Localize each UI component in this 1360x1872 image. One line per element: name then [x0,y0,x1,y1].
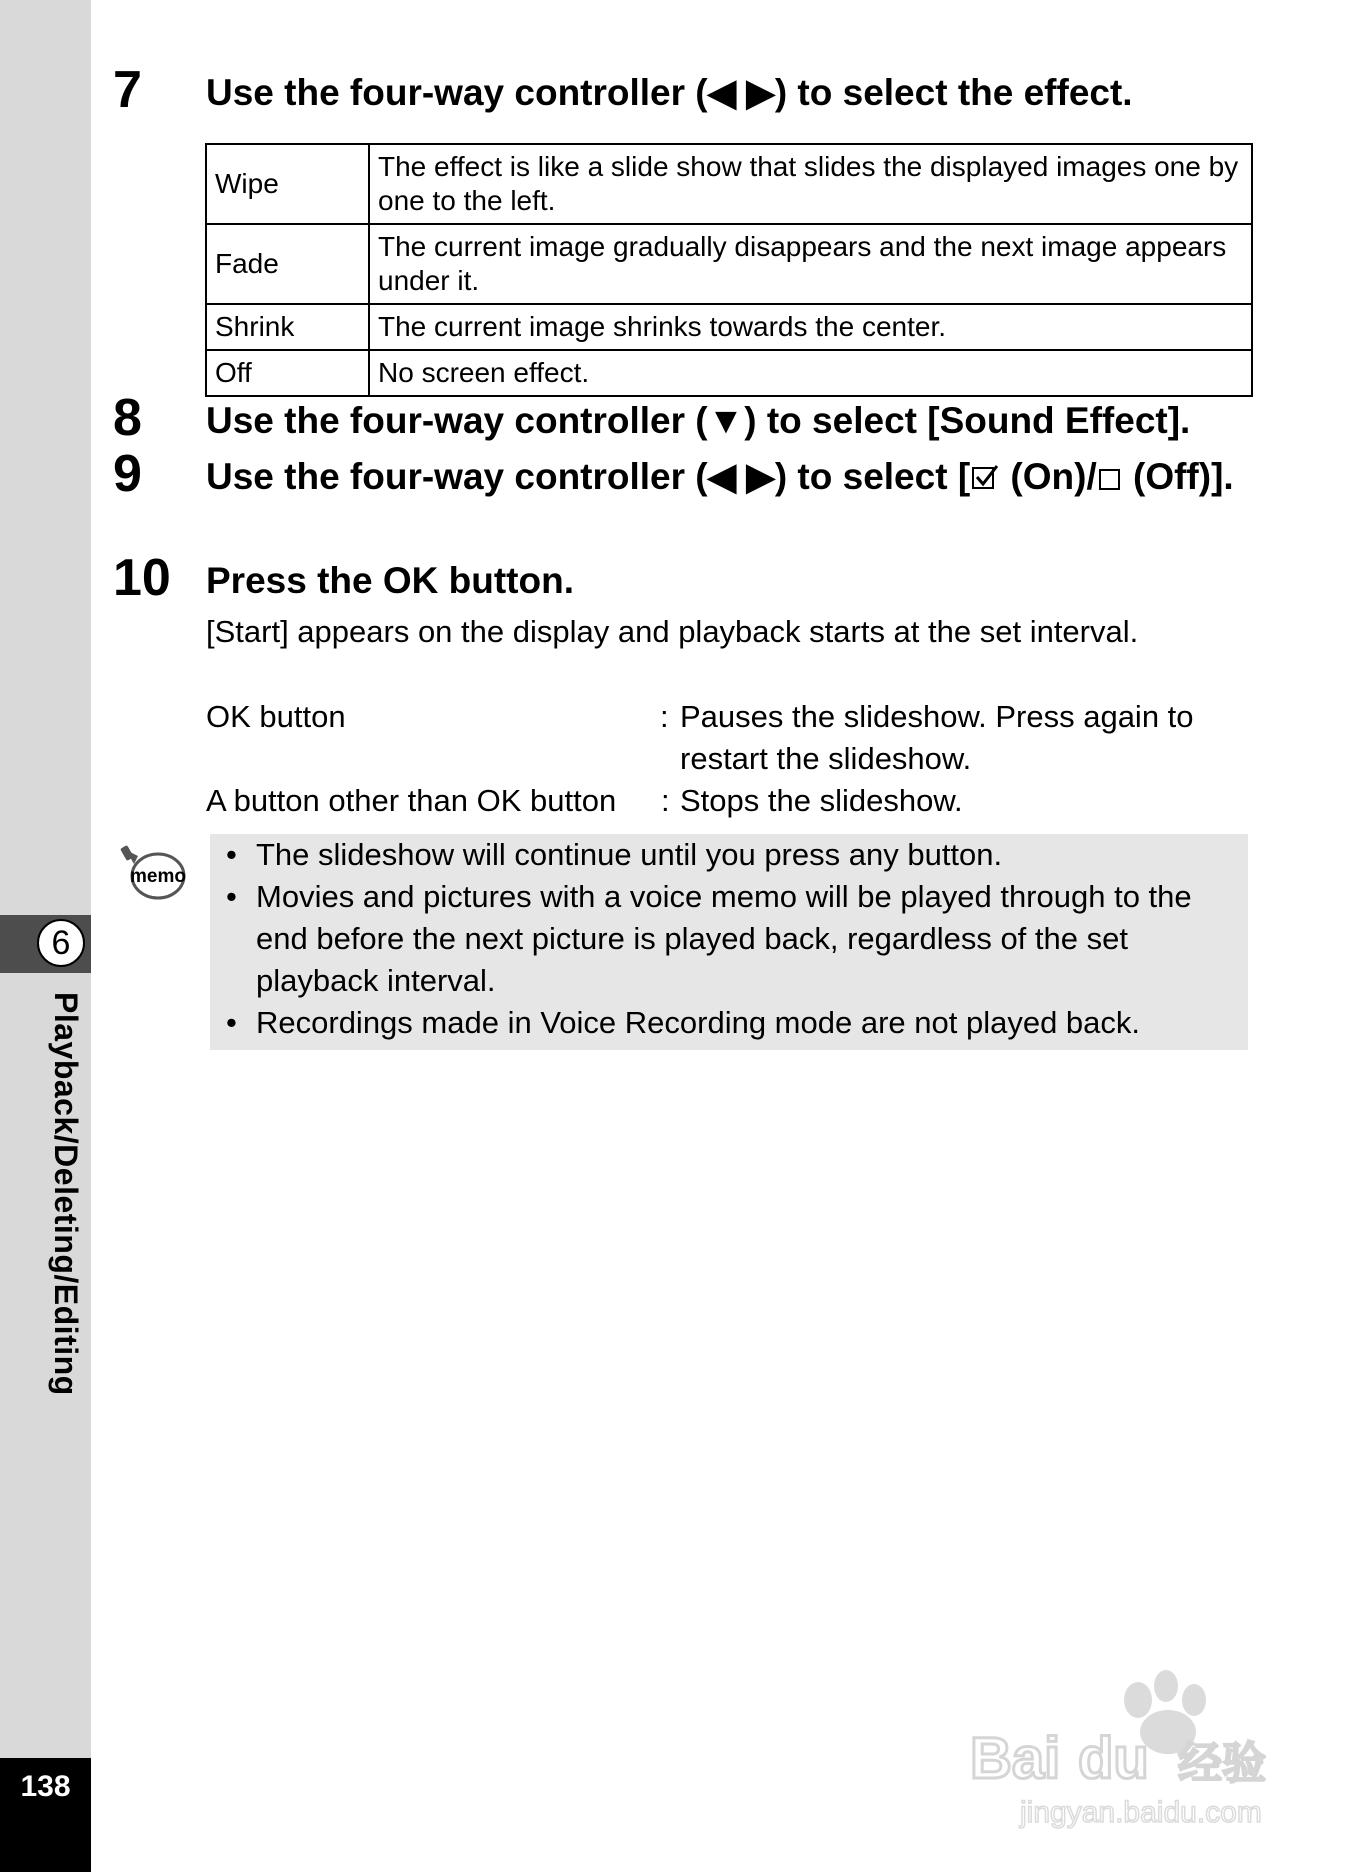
page-number: 138 [20,1770,71,1803]
step-heading-part: (Off)]. [1122,456,1234,497]
svg-text:经验: 经验 [1178,1738,1266,1789]
step-heading [206,452,1236,502]
step-number: 9 [113,445,142,503]
button-list-item [206,696,1246,780]
effect-name: Fade [206,224,369,304]
effect-description: The current image gradually disappears and the next image appears under it. [369,224,1252,304]
step-heading: Use the four-way controller (◀ ▶) to select the effect. [206,72,1133,113]
effect-name: Off [206,350,369,396]
svg-text:jingyan.baidu.com: jingyan.baidu.com [1020,1796,1262,1829]
separator-colon: : [660,699,669,734]
step-heading: Press the OK button. [206,560,574,601]
step-number: 10 [113,549,171,607]
chapter-title: Playback/Deleting/Editing [48,992,84,1396]
step-number: 8 [113,389,142,447]
memo-item-text: Movies and pictures with a voice memo will be played through to the end before the next picture is played back, regardless of the set playback interval. [256,879,1192,998]
memo-item: • Recordings made in Voice Recording mode are not played back. [226,1005,1141,1040]
memo-icon [120,842,186,902]
baidu-watermark-logo [960,1660,1290,1830]
step-number: 7 [113,61,142,119]
button-name: OK button [206,699,346,734]
svg-text:du: du [1078,1726,1149,1791]
effect-description: No screen effect. [369,350,1252,396]
memo-list [226,834,1246,1044]
checkbox-checked-icon [970,455,1000,485]
checkbox-empty-icon [1097,455,1123,485]
effects-table [205,143,1253,397]
step-description: [Start] appears on the display and playback starts at the set interval. [206,614,1139,649]
memo-item: • Movies and pictures with a voice memo will be played through to the end before the next picture is played back, regardless of the set playback interval. [226,879,1192,998]
table-row [206,350,1252,396]
effect-name: Wipe [206,144,369,224]
memo-item-text: The slideshow will continue until you press any button. [256,837,1003,872]
separator-colon: : [661,783,670,818]
button-name: A button other than OK button [206,783,617,818]
effect-name: Shrink [206,304,369,350]
effect-description: The effect is like a slide show that slides the displayed images one by one to the left. [369,144,1252,224]
svg-text:Bai: Bai [970,1726,1061,1791]
effect-description: The current image shrinks towards the center. [369,304,1252,350]
button-action: Pauses the slideshow. Press again to restart the slideshow. [680,699,1194,776]
table-row [206,144,1252,224]
step-heading-part: (On)/ [1000,456,1097,497]
button-action: Stops the slideshow. [680,783,963,818]
memo-item: • The slideshow will continue until you press any button. [226,837,1003,872]
memo-item-text: Recordings made in Voice Recording mode are not played back. [256,1005,1141,1040]
memo-icon-label: memo [130,866,186,887]
button-list-item [206,780,1246,822]
step-heading: Use the four-way controller (▼) to select [Sound Effect]. [206,400,1191,441]
step-heading-part: Use the four-way controller (◀ ▶) to select [ [206,456,971,497]
table-row [206,304,1252,350]
chapter-number: 6 [37,919,85,967]
table-row [206,224,1252,304]
